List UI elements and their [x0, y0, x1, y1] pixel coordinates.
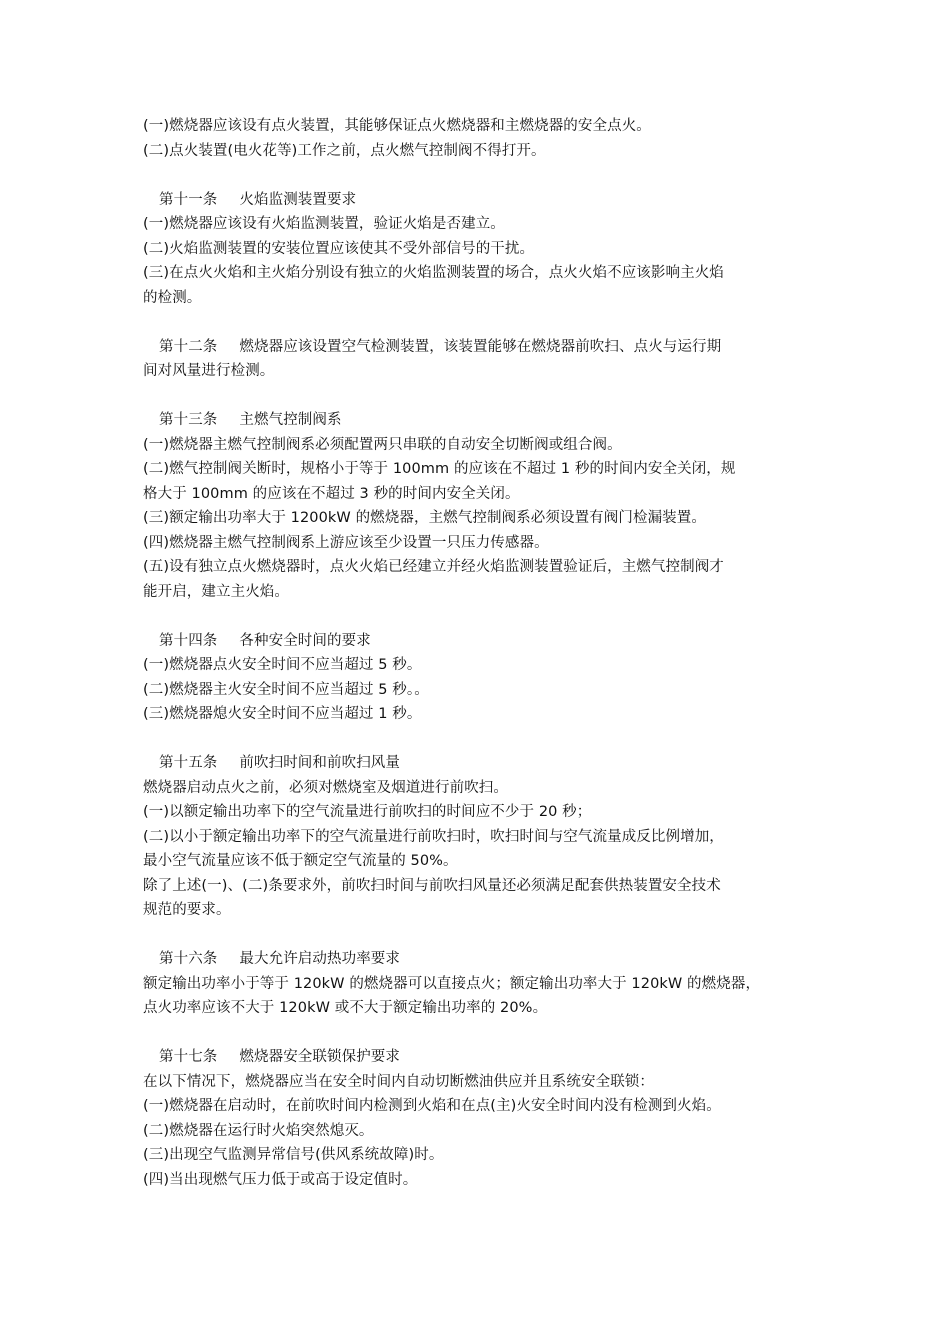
text-line: (二)燃烧器在运行时火焰突然熄灭。	[143, 1122, 374, 1139]
text-line: 在以下情况下，燃烧器应当在安全时间内自动切断燃油供应并且系统安全联锁：	[143, 1073, 654, 1090]
text-line: (一)燃烧器应该设有点火装置，其能够保证点火燃烧器和主燃烧器的安全点火。	[143, 118, 651, 134]
article-heading	[143, 1045, 813, 1070]
article-17	[143, 1045, 813, 1192]
text-line: (二)燃气控制阀关断时，规格小于等于 100mm 的应该在不超过 1 秒的时间内安全关闭，规	[143, 461, 736, 477]
article-heading	[143, 335, 813, 360]
text-line: (二)燃烧器主火安全时间不应当超过 5 秒。。	[143, 681, 429, 698]
blank-line	[143, 727, 813, 752]
text-line: (四)燃烧器主燃气控制阀系上游应该至少设置一只压力传感器。	[143, 534, 549, 551]
article-12	[143, 335, 813, 384]
text-line: (四)当出现燃气压力低于或高于设定值时。	[143, 1171, 418, 1188]
text-line: 燃烧器启动点火之前，必须对燃烧室及烟道进行前吹扫。	[143, 779, 508, 796]
article-title: 前吹扫时间和前吹扫风量	[239, 755, 401, 771]
text-line: 能开启，建立主火焰。	[143, 583, 289, 600]
article-heading	[143, 408, 813, 433]
article-14	[143, 629, 813, 727]
article-number: 第十三条	[159, 412, 218, 428]
article-title: 燃烧器安全联锁保护要求	[239, 1049, 401, 1065]
blank-line	[143, 310, 813, 335]
text-line: (三)在点火火焰和主火焰分别设有独立的火焰监测装置的场合，点火火焰不应该影响主火焰	[143, 265, 724, 281]
blank-line	[143, 1021, 813, 1046]
article-title: 主燃气控制阀系	[239, 412, 342, 428]
article-number: 第十五条	[159, 755, 218, 771]
text-line: (三)出现空气监测异常信号(供风系统故障)时。	[143, 1147, 444, 1163]
text-line: (一)燃烧器应该设有火焰监测装置，验证火焰是否建立。	[143, 216, 505, 232]
article-heading	[143, 751, 813, 776]
article-16	[143, 947, 813, 1021]
article-number: 第十二条	[159, 338, 218, 355]
text-line: (三)燃烧器熄火安全时间不应当超过 1 秒。	[143, 706, 422, 722]
text-line: (二)点火装置(电火花等)工作之前，点火燃气控制阀不得打开。	[143, 142, 546, 159]
article-title: 各种安全时间的要求	[239, 632, 371, 649]
blank-line	[143, 384, 813, 409]
blank-line	[143, 923, 813, 948]
text-line: 点火功率应该不大于 120kW 或不大于额定输出功率的 20%。	[143, 1000, 548, 1016]
article-number: 第十六条	[159, 951, 218, 967]
article-title: 最大允许启动热功率要求	[239, 951, 401, 967]
text-line: (二)以小于额定输出功率下的空气流量进行前吹扫时，吹扫时间与空气流量成反比例增加，	[143, 828, 724, 845]
text-line: (一)以额定输出功率下的空气流量进行前吹扫的时间应不少于 20 秒；	[143, 804, 592, 820]
article-number: 第十一条	[159, 191, 218, 208]
article-15	[143, 751, 813, 923]
article-heading	[143, 188, 813, 213]
blank-line	[143, 604, 813, 629]
article-title: 火焰监测装置要求	[239, 191, 357, 208]
article-number: 第十四条	[159, 632, 218, 649]
article-11	[143, 188, 813, 311]
article-13	[143, 408, 813, 604]
text-line: 规范的要求。	[143, 902, 231, 918]
text-line: (一)燃烧器在启动时，在前吹时间内检测到火焰和在点(主)火安全时间内没有检测到火焰。	[143, 1098, 721, 1114]
blank-line	[143, 163, 813, 188]
document-page	[143, 114, 813, 1192]
text-line: 额定输出功率小于等于 120kW 的燃烧器可以直接点火；额定输出功率大于 120kW 的燃烧器，	[143, 975, 761, 992]
article-heading	[143, 629, 813, 654]
text-line: (二)火焰监测装置的安装位置应该使其不受外部信号的干扰。	[143, 240, 535, 257]
text-line: (三)额定输出功率大于 1200kW 的燃烧器，主燃气控制阀系必须设置有阀门检漏装置。	[143, 510, 706, 526]
text-line: 格大于 100mm 的应该在不超过 3 秒的时间内安全关闭。	[143, 485, 520, 502]
article-heading	[143, 947, 813, 972]
article-number: 第十七条	[159, 1049, 218, 1065]
text-line: (一)燃烧器点火安全时间不应当超过 5 秒。	[143, 657, 422, 673]
article-title: 燃烧器应该设置空气检测装置，该装置能够在燃烧器前吹扫、点火与运行期	[239, 338, 722, 355]
text-line: 间对风量进行检测。	[143, 363, 275, 379]
paragraph-block	[143, 114, 813, 163]
text-line: 的检测。	[143, 289, 202, 306]
text-line: (一)燃烧器主燃气控制阀系必须配置两只串联的自动安全切断阀或组合阀。	[143, 436, 622, 453]
text-line: (五)设有独立点火燃烧器时，点火火焰已经建立并经火焰监测装置验证后，主燃气控制阀才	[143, 559, 724, 575]
text-line: 除了上述(一)、(二)条要求外，前吹扫时间与前吹扫风量还必须满足配套供热装置安全技术	[143, 877, 721, 894]
text-line: 最小空气流量应该不低于额定空气流量的 50%。	[143, 853, 458, 869]
